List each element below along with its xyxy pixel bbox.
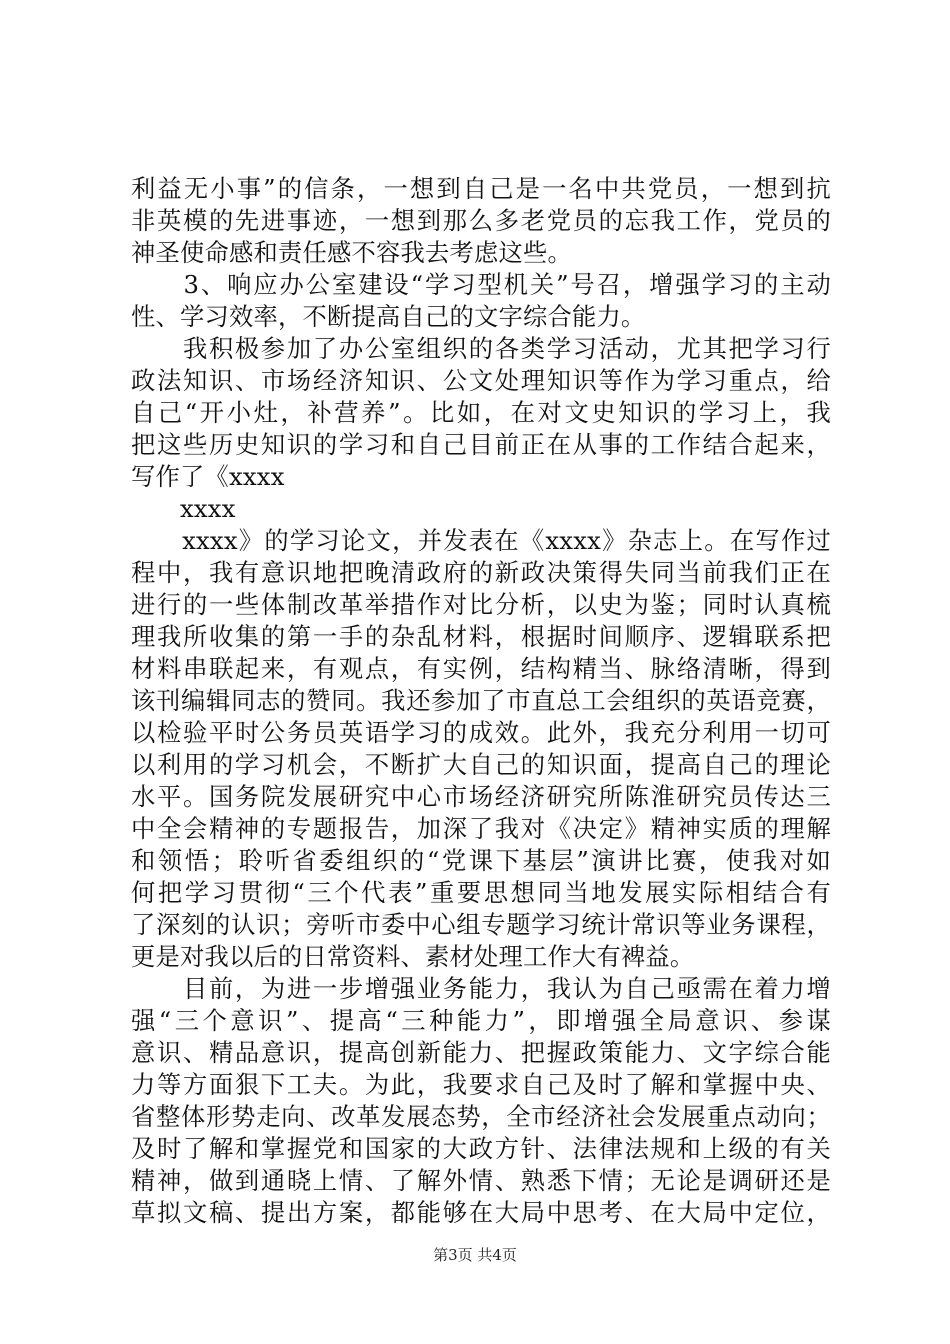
text-line: 省整体形势走向、改革发展态势，全市经济社会发展重点动向；	[131, 1102, 831, 1131]
text-line: 强“三个意识”、提高“三种能力”，即增强全局意识、参谋	[131, 1006, 831, 1035]
text-line: 进行的一些体制改革举措作对比分析，以史为鉴；同时认真梳	[131, 590, 831, 619]
text-line: 以检验平时公务员英语学习的成效。此外，我充分利用一切可	[131, 718, 831, 747]
text-line: 非英模的先进事迹，一想到那么多老党员的忘我工作，党员的	[131, 206, 831, 235]
text-line: xxxx	[131, 494, 236, 523]
text-line: 中全会精神的专题报告，加深了我对《决定》精神实质的理解	[131, 814, 831, 843]
text-line: 理我所收集的第一手的杂乱材料，根据时间顺序、逻辑联系把	[131, 622, 831, 651]
text-line: 我积极参加了办公室组织的各类学习活动，尤其把学习行	[131, 334, 831, 363]
text-line: 政法知识、市场经济知识、公文处理知识等作为学习重点，给	[131, 366, 831, 395]
text-line: 写作了《xxxx	[131, 462, 285, 491]
text-line: 目前，为进一步增强业务能力，我认为自己亟需在着力增	[131, 974, 831, 1003]
text-line: 精神，做到通晓上情、了解外情、熟悉下情；无论是调研还是	[131, 1166, 831, 1195]
text-line: 更是对我以后的日常资料、素材处理工作大有裨益。	[131, 942, 695, 971]
text-line: 力等方面狠下工夫。为此，我要求自己及时了解和掌握中央、	[131, 1070, 831, 1099]
text-line: 利益无小事”的信条，一想到自己是一名中共党员，一想到抗	[131, 174, 831, 203]
text-line: 自己“开小灶，补营养”。比如，在对文史知识的学习上，我	[131, 398, 831, 427]
text-line: 意识、精品意识，提高创新能力、把握政策能力、文字综合能	[131, 1038, 831, 1067]
body-text	[131, 173, 831, 1229]
text-line: 该刊编辑同志的赞同。我还参加了市直总工会组织的英语竞赛，	[131, 686, 831, 715]
text-line: 和领悟；聆听省委组织的“党课下基层”演讲比赛，使我对如	[131, 846, 831, 875]
text-line: xxxx》的学习论文，并发表在《xxxx》杂志上。在写作过	[131, 526, 831, 555]
text-line: 神圣使命感和责任感不容我去考虑这些。	[131, 238, 572, 267]
text-line: 及时了解和掌握党和国家的大政方针、法律法规和上级的有关	[131, 1134, 831, 1163]
text-line: 草拟文稿、提出方案，都能够在大局中思考、在大局中定位，	[131, 1198, 831, 1227]
text-line: 材料串联起来，有观点，有实例，结构精当、脉络清晰，得到	[131, 654, 831, 683]
text-line: 了深刻的认识；旁听市委中心组专题学习统计常识等业务课程，	[131, 910, 831, 939]
text-line: 何把学习贯彻“三个代表”重要思想同当地发展实际相结合有	[131, 878, 831, 907]
text-line: 程中，我有意识地把晚清政府的新政决策得失同当前我们正在	[131, 558, 831, 587]
text-line: 把这些历史知识的学习和自己目前正在从事的工作结合起来，	[131, 430, 831, 459]
text-line: 水平。国务院发展研究中心市场经济研究所陈淮研究员传达三	[131, 782, 831, 811]
text-line: 3、响应办公室建设“学习型机关”号召，增强学习的主动	[131, 270, 831, 299]
text-line: 性、学习效率，不断提高自己的文字综合能力。	[131, 302, 646, 331]
page-footer: 第3页 共4页	[433, 1246, 517, 1264]
text-line: 以利用的学习机会，不断扩大自己的知识面，提高自己的理论	[131, 750, 831, 779]
